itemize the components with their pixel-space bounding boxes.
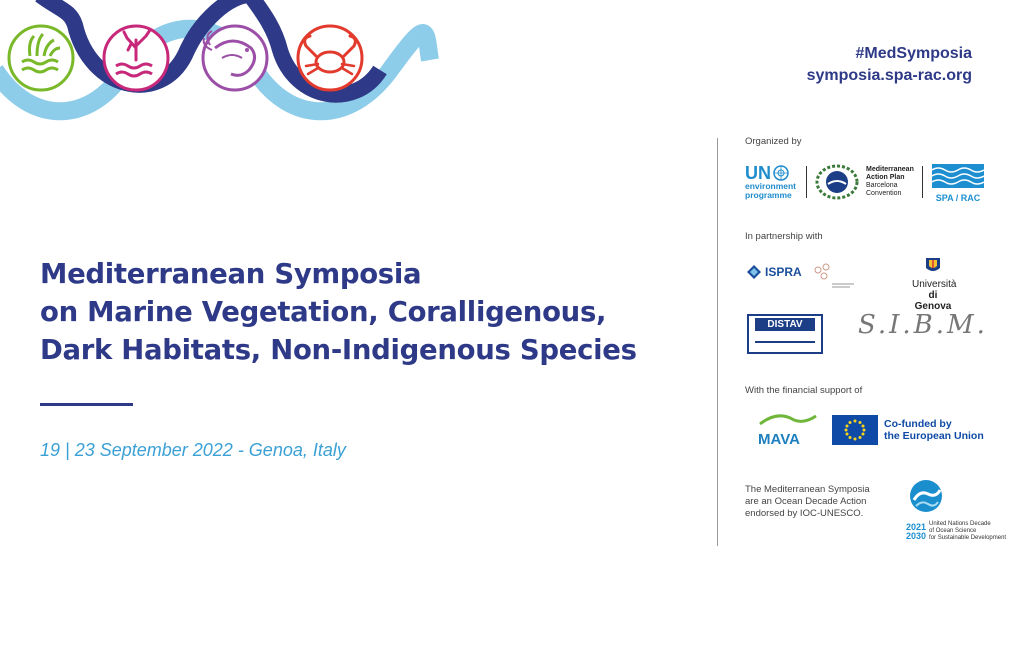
ocean-decade-emblem-icon: [906, 478, 946, 514]
endorsement-text: The Mediterranean Symposia are an Ocean Decade Action endorsed by IOC-UNESCO.: [745, 484, 870, 519]
hashtag: #MedSymposia: [855, 45, 972, 62]
molecule-logo-icon: [812, 262, 856, 290]
symposia-banner: [0, 0, 440, 125]
coral-icon: [104, 26, 168, 90]
unep-line1: environment: [745, 181, 797, 191]
ispra-logo: [746, 264, 802, 280]
page-title: [40, 255, 680, 369]
map-emblem-icon: [814, 164, 860, 200]
spa-rac-logo: [932, 164, 984, 203]
distav-label: DISTAV: [755, 318, 815, 331]
decade-line2: of Ocean Science: [929, 528, 977, 534]
title-line: Mediterranean Symposia: [40, 258, 422, 290]
map-logo: [814, 164, 914, 200]
map-line4: Convention: [866, 190, 902, 197]
hashtag-block: [807, 43, 972, 87]
unige-line1: Università: [912, 279, 957, 290]
decade-line3: for Sustainable Development: [929, 535, 1007, 541]
unige-line2: di Genova: [914, 290, 952, 312]
crab-icon: [298, 26, 362, 90]
eu-line2: the European Union: [884, 430, 984, 442]
title-line: Dark Habitats, Non-Indigenous Species: [40, 334, 637, 366]
date-location: 19 | 23 September 2022 - Genoa, Italy: [40, 440, 346, 460]
spa-rac-wave-icon: [932, 164, 984, 188]
ispra-label: ISPRA: [765, 265, 802, 279]
map-line2: Action Plan: [866, 174, 905, 181]
sibm-logo: S.I.B.M.: [858, 310, 988, 340]
seagrass-icon: [9, 26, 73, 90]
unep-logo: [745, 164, 796, 200]
unep-line2: programme: [745, 190, 792, 200]
partnership-label: In partnership with: [745, 231, 823, 242]
un-emblem-icon: [773, 165, 789, 181]
organized-by-label: Organized by: [745, 136, 802, 147]
map-line3: Barcelona: [866, 182, 898, 189]
eu-logo: [832, 415, 984, 445]
unige-logo: [912, 256, 957, 312]
ispra-emblem-icon: [746, 264, 762, 280]
mava-wave-icon: [758, 412, 818, 426]
spa-rac-label: SPA / RAC: [935, 193, 981, 203]
ocean-decade-logo: [906, 478, 1011, 542]
vertical-divider: [717, 138, 718, 546]
title-line: on Marine Vegetation, Coralligenous,: [40, 296, 607, 328]
title-underline: [40, 403, 133, 406]
eu-flag-icon: [832, 415, 878, 445]
map-line1: Mediterranean: [866, 166, 914, 173]
shrimp-icon: [203, 26, 267, 90]
decade-year-start: 2021: [906, 521, 927, 532]
logo-separator: [806, 166, 807, 198]
decade-line1: United Nations Decade: [929, 521, 991, 527]
mava-logo: [758, 412, 818, 448]
unep-un: UN: [745, 163, 771, 183]
eu-line1: Co-funded by: [884, 418, 952, 430]
website-link[interactable]: symposia.spa-rac.org: [806, 67, 972, 84]
decade-year-end: 2030: [906, 530, 927, 541]
mava-label: MAVA: [758, 431, 800, 448]
distav-logo: [747, 314, 823, 354]
unige-crest-icon: [912, 256, 954, 274]
logo-separator: [922, 166, 923, 198]
financial-support-label: With the financial support of: [745, 385, 863, 396]
